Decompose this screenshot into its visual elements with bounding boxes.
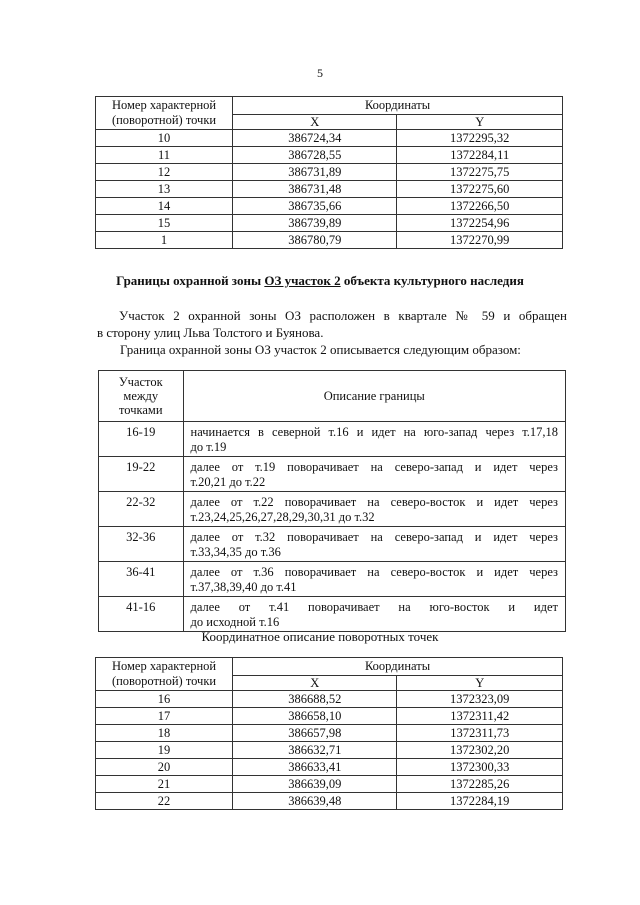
paragraph-1-line-2: в сторону улиц Льва Толстого и Буянова. [97,325,324,340]
point-cell: 20 [96,759,233,776]
description-line-2: до т.19 [190,440,227,454]
point-cell: 13 [96,181,233,198]
x-cell: 386688,52 [233,691,397,708]
y-cell: 1372285,26 [397,776,563,793]
x-cell: 386658,10 [233,708,397,725]
table-row [96,793,563,810]
table-row [96,198,563,215]
header-point-cell [96,97,233,130]
point-cell: 16 [96,691,233,708]
header-x: X [233,675,397,690]
section-title-post: объекта культурного наследия [340,273,524,288]
point-cell: 19 [96,742,233,759]
description-cell [183,492,565,527]
table-row [99,527,566,562]
table-row [96,776,563,793]
header-point-line2: (поворотной) точки [111,674,217,688]
table-row [99,422,566,457]
x-cell: 386731,89 [233,164,397,181]
header-segment [99,371,184,422]
header-description: Описание границы [183,371,565,422]
y-cell: 1372300,33 [397,759,563,776]
point-cell: 21 [96,776,233,793]
page-number: 5 [317,66,323,80]
x-cell: 386731,48 [233,181,397,198]
coordinates-table-2 [95,657,563,810]
description-line-1: далее от т.36 поворачивает на северо-восток и идет через [190,565,558,579]
table-row [99,562,566,597]
x-cell: 386728,55 [233,147,397,164]
boundary-description-table [98,370,566,632]
description-line-2: т.23,24,25,26,27,28,29,30,31 до т.32 [190,510,375,524]
point-cell: 1 [96,232,233,249]
y-cell: 1372295,32 [397,130,563,147]
segment-cell: 36-41 [99,562,184,597]
section-title-pre: Границы охранной зоны [116,273,265,288]
header-segment-line2: между [123,389,159,403]
y-cell: 1372254,96 [397,215,563,232]
x-cell: 386780,79 [233,232,397,249]
table-row [96,130,563,147]
description-cell [183,457,565,492]
table-row [99,492,566,527]
description-line-2: т.20,21 до т.22 [190,475,266,489]
y-cell: 1372311,42 [397,708,563,725]
table-row [96,742,563,759]
x-cell: 386639,09 [233,776,397,793]
table-row [96,691,563,708]
y-cell: 1372311,73 [397,725,563,742]
header-segment-line3: точками [118,403,163,417]
header-point-line2: (поворотной) точки [111,113,217,127]
description-line-1: далее от т.22 поворачивает на северо-восток и идет через [190,495,558,509]
description-line-1: далее от т.41 поворачивает на юго-восток и идет [190,600,558,614]
table-row [96,215,563,232]
y-cell: 1372284,11 [397,147,563,164]
table-row [96,232,563,249]
description-line-2: т.37,38,39,40 до т.41 [190,580,297,594]
header-point-line1: Номер характерной [111,659,217,673]
segment-cell: 16-19 [99,422,184,457]
segment-cell: 32-36 [99,527,184,562]
y-cell: 1372270,99 [397,232,563,249]
description-line-1: далее от т.32 поворачивает на северо-запад и идет через [190,530,558,544]
description-line-2: т.33,34,35 до т.36 [190,545,281,559]
y-cell: 1372275,75 [397,164,563,181]
section-title [0,273,640,289]
description-cell [183,597,565,632]
x-cell: 386657,98 [233,725,397,742]
point-cell: 17 [96,708,233,725]
table-row [96,725,563,742]
y-cell: 1372275,60 [397,181,563,198]
table-row [99,597,566,632]
header-y: Y [397,675,563,690]
x-cell: 386735,66 [233,198,397,215]
segment-cell: 22-32 [99,492,184,527]
table-row [96,759,563,776]
description-cell [183,527,565,562]
table-row [96,147,563,164]
point-cell: 11 [96,147,233,164]
x-cell: 386633,41 [233,759,397,776]
point-cell: 15 [96,215,233,232]
segment-cell: 19-22 [99,457,184,492]
segment-cell: 41-16 [99,597,184,632]
x-cell: 386724,34 [233,130,397,147]
header-coordinates: Координаты [233,658,563,676]
point-cell: 14 [96,198,233,215]
y-cell: 1372266,50 [397,198,563,215]
description-line-1: начинается в северной т.16 и идет на юго-запад через т.17,18 [190,425,558,439]
description-cell [183,422,565,457]
point-cell: 22 [96,793,233,810]
x-cell: 386639,48 [233,793,397,810]
table-row [96,181,563,198]
description-cell [183,562,565,597]
table-row [96,708,563,725]
y-cell: 1372284,19 [397,793,563,810]
y-cell: 1372323,09 [397,691,563,708]
coordinates-table-1 [95,96,563,249]
x-cell: 386632,71 [233,742,397,759]
point-cell: 10 [96,130,233,147]
paragraph-2: Граница охранной зоны ОЗ участок 2 описывается следующим образом: [120,342,521,357]
section-title-underlined: ОЗ участок 2 [264,273,341,288]
table-row [99,457,566,492]
header-coordinates: Координаты [233,97,563,115]
header-point-cell [96,658,233,691]
coordinates-caption: Координатное описание поворотных точек [201,629,439,644]
x-cell: 386739,89 [233,215,397,232]
description-line-1: далее от т.19 поворачивает на северо-запад и идет через [190,460,558,474]
table-row [96,164,563,181]
header-segment-line1: Участок [118,375,163,389]
description-line-2: до исходной т.16 [190,615,280,629]
header-point-line1: Номер характерной [111,98,217,112]
header-x: X [233,114,397,129]
paragraph-1-line-1: Участок 2 охранной зоны ОЗ расположен в квартале № 59 и обращен [119,308,567,323]
y-cell: 1372302,20 [397,742,563,759]
point-cell: 12 [96,164,233,181]
header-y: Y [397,114,563,129]
point-cell: 18 [96,725,233,742]
